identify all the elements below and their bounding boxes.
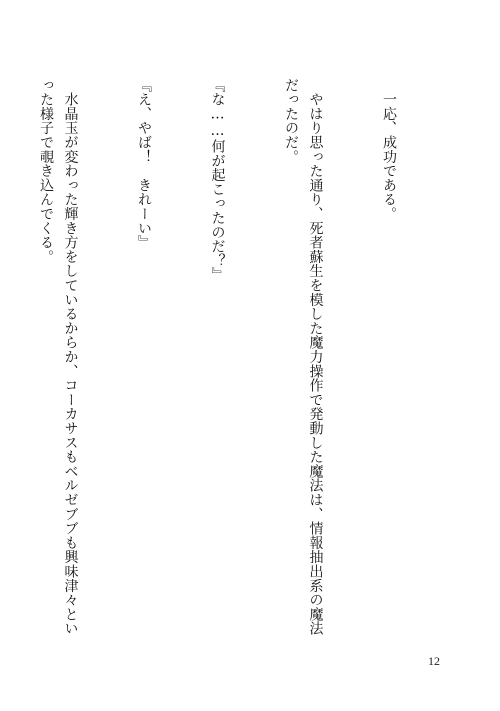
text-line: やはり思った通り、死者蘇生を模した魔力操作で発動した魔法は、情報抽出系の魔法だったのだ。: [283, 78, 324, 636]
page-number: 12: [428, 654, 440, 668]
vertical-text-body: [40, 78, 450, 638]
text-line: 水晶玉が変わった輝き方をしているからか、コーカサスもベルゼブブも興味津々といった様子で覗き込んでくる。: [38, 78, 79, 636]
text-line: 『な……何が起こったのだ？』: [209, 78, 226, 283]
text-line: 一応、成功である。: [381, 78, 397, 221]
text-line: 『え、やば！ きれーい』: [136, 78, 152, 250]
